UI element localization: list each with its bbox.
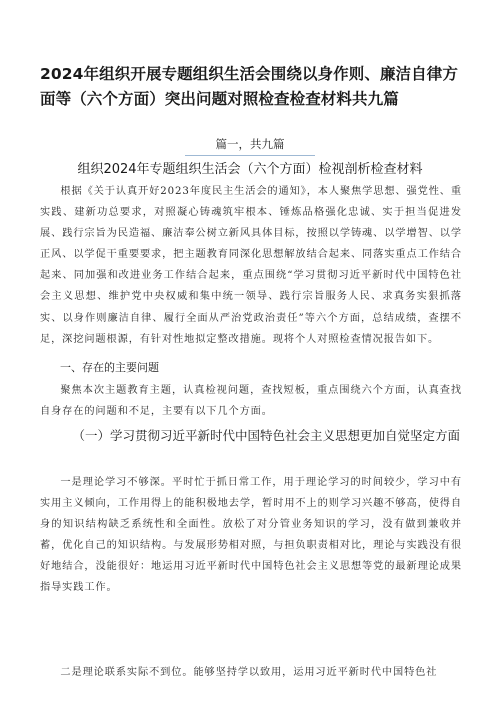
part-label: 篇一，共九篇 xyxy=(215,137,285,151)
section-heading-main-problems: 一、存在的主要问题 xyxy=(60,361,159,374)
point-one-paragraph: 一是理论学习不够深。平时忙于抓日常工作，用于理论学习的时间较少，学习中有实用主义倾向，工作用得上的能积极地去学，暂时用不上的则学习兴趣不够高，使得自身的知识结构缺乏系统性和全面性。放松了对分管业务知识的学习，没有做到兼收并蓄，优化自己的知识结构。与发展形势相对照，与担负职责相对比，理论与实践没有很好地结合，没能很好：地运用习近平新时代中国特色社会主义思想等党的最新理论成果指导实践工作。 xyxy=(40,477,462,594)
point-two-paragraph: 二是理论联系实际不到位。能够坚持学以致用，运用习近平新时代中国特色社 xyxy=(60,667,438,678)
subsection-heading-study: （一）学习贯彻习近平新时代中国特色社会主义思想更加自觉坚定方面 xyxy=(72,428,461,443)
part-label-underline xyxy=(185,155,315,156)
document-title: 2024年组织开展专题组织生活会围绕以身作则、廉洁自律方面等（六个方面）突出问题对照检查检查材料共九篇 xyxy=(40,65,458,108)
material-subtitle: 组织2024年专题组织生活会（六个方面）检视剖析检查材料 xyxy=(77,162,423,177)
intro-paragraph: 根据《关于认真开好2023年度民主生活会的通知》，本人聚焦学思想、强党性、重实践、建新功总要求，对照凝心铸魂筑牢根本、锤炼品格强化忠诚、实于担当促进发展、践行宗旨为民造福、廉洁奉公树立新风具体目标，按照以学铸魂、以学增智、以学正风、以学促干重要要求，把主题教育同深化思想解放结合起来、同落实重点工作结合起来、同加强和改进业务工作结合起来，重点围绕“学习贯彻习近平新时代中国特色社会主义思想、维护党中央权威和集中统一领导、践行宗旨服务人民、求真务实狠抓落实、以身作则廉洁自律、履行全面从严治党政治责任”等六个方面，总结成绩，查摆不足，深挖问题根源，有针对性地拟定整改措施。现将个人对照检查情况报告如下。 xyxy=(40,186,462,345)
focus-paragraph: 聚焦本次主题教育主题，认真检视问题，查找短板，重点围绕六个方面，认真查找自身存在的问题和不足，主要有以下几个方面。 xyxy=(40,385,462,418)
